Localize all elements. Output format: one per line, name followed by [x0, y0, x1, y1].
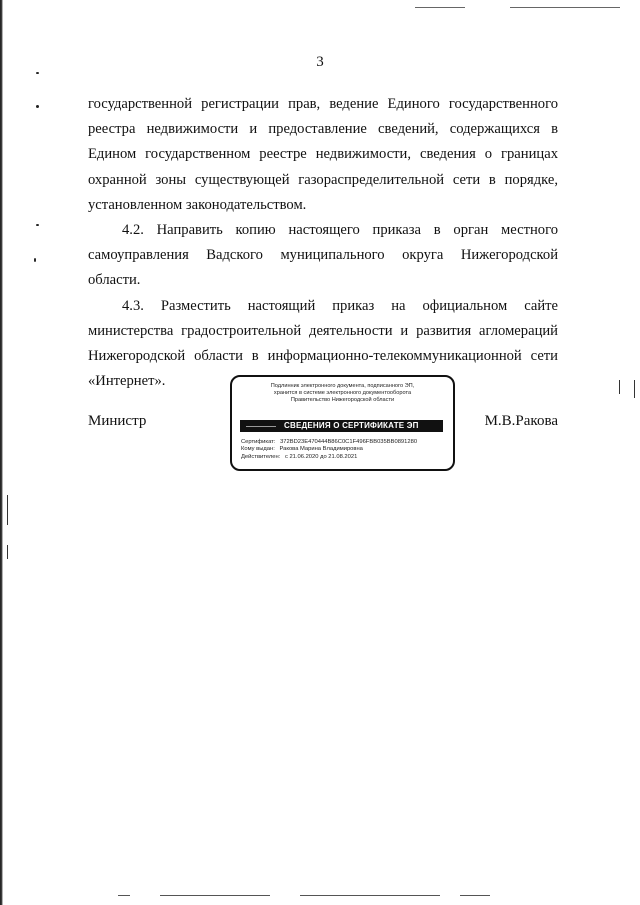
scan-bottom-line — [460, 895, 490, 896]
scan-tick — [619, 380, 620, 394]
stamp-title: СВЕДЕНИЯ О СЕРТИФИКАТЕ ЭП — [284, 421, 419, 430]
scan-speck — [34, 258, 36, 262]
stamp-issued-value: Ракова Марина Владимировна — [279, 446, 363, 453]
stamp-valid-value: с 21.06.2020 до 21.08.2021 — [284, 453, 358, 460]
document-body — [88, 92, 558, 394]
scan-tick — [634, 380, 635, 398]
stamp-details — [241, 439, 417, 461]
scan-top-line — [415, 7, 465, 8]
stamp-valid-row — [241, 454, 417, 461]
stamp-header — [240, 383, 445, 405]
scan-tick — [7, 495, 8, 525]
scan-bottom-line — [300, 895, 440, 896]
stamp-header-line: хранится в системе электронного документооборота — [273, 390, 412, 397]
stamp-title-bar — [240, 420, 443, 432]
stamp-issued-label: Кому выдан: — [241, 446, 275, 453]
signatory-name: М.В.Ракова — [484, 413, 558, 429]
stamp-cert-row — [241, 439, 417, 446]
scan-bottom-line — [118, 895, 130, 896]
stamp-cert-value: 372BD23E470444B86C0C1F496FBB035BB0891280 — [280, 439, 418, 445]
scan-speck — [36, 72, 39, 74]
scan-bottom-line — [160, 895, 270, 896]
stamp-header-line: Подлинник электронного документа, подписанного ЭП, — [270, 383, 415, 389]
scan-speck — [36, 224, 39, 226]
stamp-bar-decoration — [246, 426, 276, 427]
paragraph-4-3: 4.3. Разместить настоящий приказ на официальном сайте министерства градостроительной деятельности и развития агломераций Нижегородской области в информационно-телекоммуникационной сети «Интернет». — [88, 297, 558, 390]
scan-speck — [36, 105, 39, 108]
stamp-cert-label: Сертификат: — [241, 439, 276, 445]
stamp-issued-row — [241, 446, 417, 453]
e-signature-stamp — [230, 375, 455, 471]
paragraph-continuation: государственной регистрации прав, ведение Единого государственного реестра недвижимости и предоставление сведений, содержащихся в Едином государственном реестре недвижимости, сведения о границах охранной зоны существующей газораспределительной сети в порядке, установленном законодательством. — [88, 96, 558, 213]
scan-top-line — [510, 7, 620, 8]
stamp-header-line: Правительство Нижегородской области — [290, 397, 395, 404]
scan-tick — [7, 545, 8, 559]
stamp-valid-label: Действителен: — [241, 453, 281, 460]
scan-left-edge — [0, 0, 3, 905]
signatory-position: Министр — [88, 413, 147, 429]
paragraph-4-2: 4.2. Направить копию настоящего приказа в орган местного самоуправления Вадского муниципального округа Нижегородской области. — [88, 222, 558, 289]
page-number: 3 — [316, 54, 324, 70]
